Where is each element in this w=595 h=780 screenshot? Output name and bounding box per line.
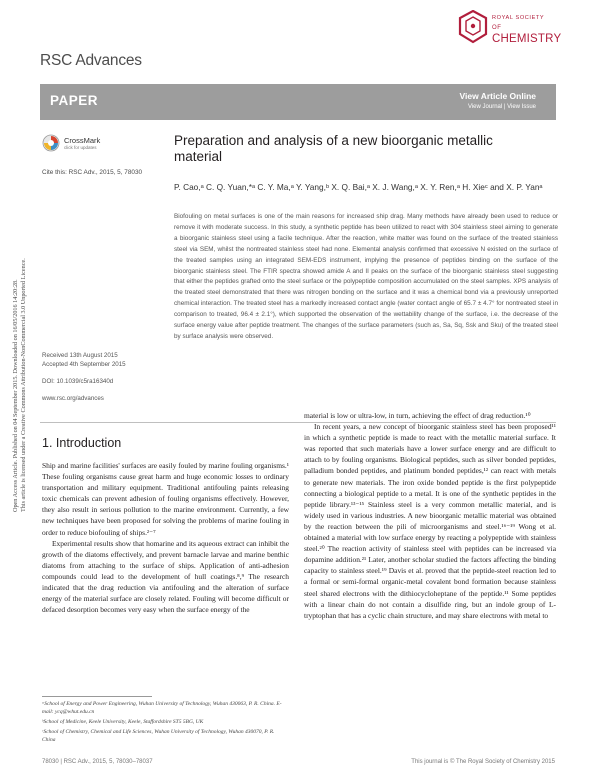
crossmark-label: CrossMark [64,136,101,145]
page-footer-right: This journal is © The Royal Society of Chemistry 2015 [411,759,555,765]
paragraph: Experimental results show that homarine and its aqueous extract can inhibit the growth of the diatoms effectively, and prevent barnacle larvae and marine benthic diatoms from attaching to the surface of ships. Application of anti-adhesion compounds could lead to the development of hull coatings.⁸,⁹ The research indicated that the drag reduction via antifouling and the alteration of surface energy of the material surface are closely related. Fouling will become difficult or defaced desorption becomes very easy when the surface energy of the [42,538,289,615]
article-type-banner [40,84,556,120]
paragraph: Ship and marine facilities' surfaces are easily fouled by marine fouling organisms.¹ These fouling organisms cause great harm and huge economic losses to ordinary transportation and military equipment. Traditional antifouling paints releasing toxic chemicals can prevent adhesion of fouling organisms effectively. However, they also result in serious pollution to the marine environment. Currently, a few new techniques have been proposed for solving the problems of marine fouling in order to reduce biofouling of ships.²⁻⁷ [42,461,289,537]
journal-url[interactable]: www.rsc.org/advances [42,395,104,402]
footnote: ᵇSchool of Medicine, Keele University, Keele, Staffordshire ST5 5BG, UK [42,719,204,725]
abstract-text: Biofouling on metal surfaces is one of the main reasons for increased ship drag. Many methods have already been used to reduce or remove it with moderate success. In this study, a synthetic peptide has been utilized to react with 304 stainless steel aiming to generate a bioorganic stainless steel using a facile technique. After the reaction, white matter was found on the surface of the treated stainless steel via SEM, whilst the nontreated stainless steel had none. Elemental analysis confirmed that excessive N existed on the surface of the treated samples using an integrated SEM-EDS instrument, implying the presence of peptides binding on the surface of the bioorganic stainless steel. The FTIR spectra showed amide A and II peaks on the surface of the bioorganic stainless steel suggesting that either the peptides grafted onto the steel surface or the polypeptide composition accumulated on the steel samples. XPS analysis of the treated steel demonstrated that there was nitrogen bonding on the surface and it was a chemical bond via a previously unreported chemical interaction. The treated steel has a markedly increased contact angle (water contact angle of 65.7 ± 4.7° for nontreated steel in comparison to treated, 96.4 ± 2.1°), which supported the observation of the wettability change of the surface, i.e. the decrease of the surface energy value after peptide treatment. The changes of the surface parameters (such as, Sa, Sq, Ssk and Sku) of the treated steel by surface analysis were observed. [174,213,558,340]
side-strip-line-1: Open Access Article. Published on 04 September 2015. Downloaded on 16/05/2016 14:20:28. [12,279,19,512]
section-heading: 1. Introduction [42,436,122,450]
affiliation-footnotes [42,700,289,746]
accepted-date: Accepted 4th September 2015 [42,361,126,368]
logo-line-3: CHEMISTRY [492,33,562,45]
crossmark-badge[interactable] [42,132,132,156]
journal-name: RSC Advances [40,52,142,69]
article-type-label: PAPER [50,93,99,108]
logo-line-2: OF [492,25,502,31]
logo-line-1: ROYAL SOCIETY [492,15,545,21]
side-strip-line-2: This article is licensed under a Creative Commons Attribution-NonCommercial 3.0 Unported Licence. [20,258,27,512]
footnote: ᶜSchool of Chemistry, Chemical and Life Sciences, Wuhan University of Technology, Wuhan 430070, P. R. China [42,729,275,743]
view-journal-issue-link[interactable]: View Journal | View Issue [467,104,536,110]
body-column-right [304,410,556,621]
rsc-emblem-icon [458,10,488,44]
footnote: ᵃSchool of Energy and Power Engineering, Wuhan University of Technology, Wuhan 430063, P. R. China. E-mail: ycq@whut.edu.cn [42,701,282,715]
doi[interactable]: DOI: 10.1039/c5ra16340d [42,378,114,385]
page-footer-left: 78030 | RSC Adv., 2015, 5, 78030–78037 [42,759,153,765]
crossmark-sub: click for updates [64,145,97,150]
abstract [174,212,558,343]
paragraph: In recent years, a new concept of bioorganic stainless steel has been proposed¹¹ in which a synthetic peptide is made to react with the metallic material surface. It was reported that such materials have a lower surface energy and are difficult to attach to by fouling organisms. Biological peptides, such as silver bonded peptides, palladium bonded peptides, and platinum bonded peptides,¹² can react with metals to generate new materials. The iron oxide bonded peptide is the first polypeptide connecting a biological peptide to a metal. It is one of the synthetic peptides in the peptide library.¹³⁻¹⁵ Stainless steel is a very common metallic material, and is widely used in various industries. A new bioorganic metallic material was obtained by the reaction between the pili of microorganisms and steel.¹⁶⁻¹⁹ Wong et al. obtained a material with low surface energy by reacting a polypeptide with stainless steel.²⁰ The reaction activity of stainless steel with peptides can be increased via dopamine addition.²¹ Later, another scholar studied the factors affecting the binding capacity to stainless steel.¹⁹ Davis et al. proved that the peptide-steel reaction led to a formal or semi-formal organic-metal covalent bond formation because stainless steel shared electrons with the dithiocycloheptane of the peptide.¹¹ Some peptides with a linear chain do not contain a disulfide ring, but an indole group of L-tryptophan that has a cyclic chain structure, and may share electrons with metal to [304,422,556,620]
received-date: Received 13th August 2015 [42,352,118,359]
paragraph: material is low or ultra-low, in turn, achieving the effect of drag reduction.¹⁰ [304,411,531,420]
author-list: P. Cao,ᵃ C. Q. Yuan,*ᵃ C. Y. Ma,ᵃ Y. Yang,ᵇ X. Q. Bai,ᵃ X. J. Wang,ᵃ X. Y. Ren,ᵃ H. Xieᶜ and X. P. Yanᵃ [174,182,543,192]
citation: Cite this: RSC Adv., 2015, 5, 78030 [42,169,143,176]
body-column-left [42,460,289,615]
rsc-logo [458,10,562,60]
article-title: Preparation and analysis of a new bioorganic metallic material [174,133,493,164]
crossmark-icon [42,134,60,152]
footnote-divider [42,696,152,697]
license-side-strip [12,92,26,512]
article-metadata [42,351,162,403]
view-article-online-link[interactable]: View Article Online [459,91,536,101]
